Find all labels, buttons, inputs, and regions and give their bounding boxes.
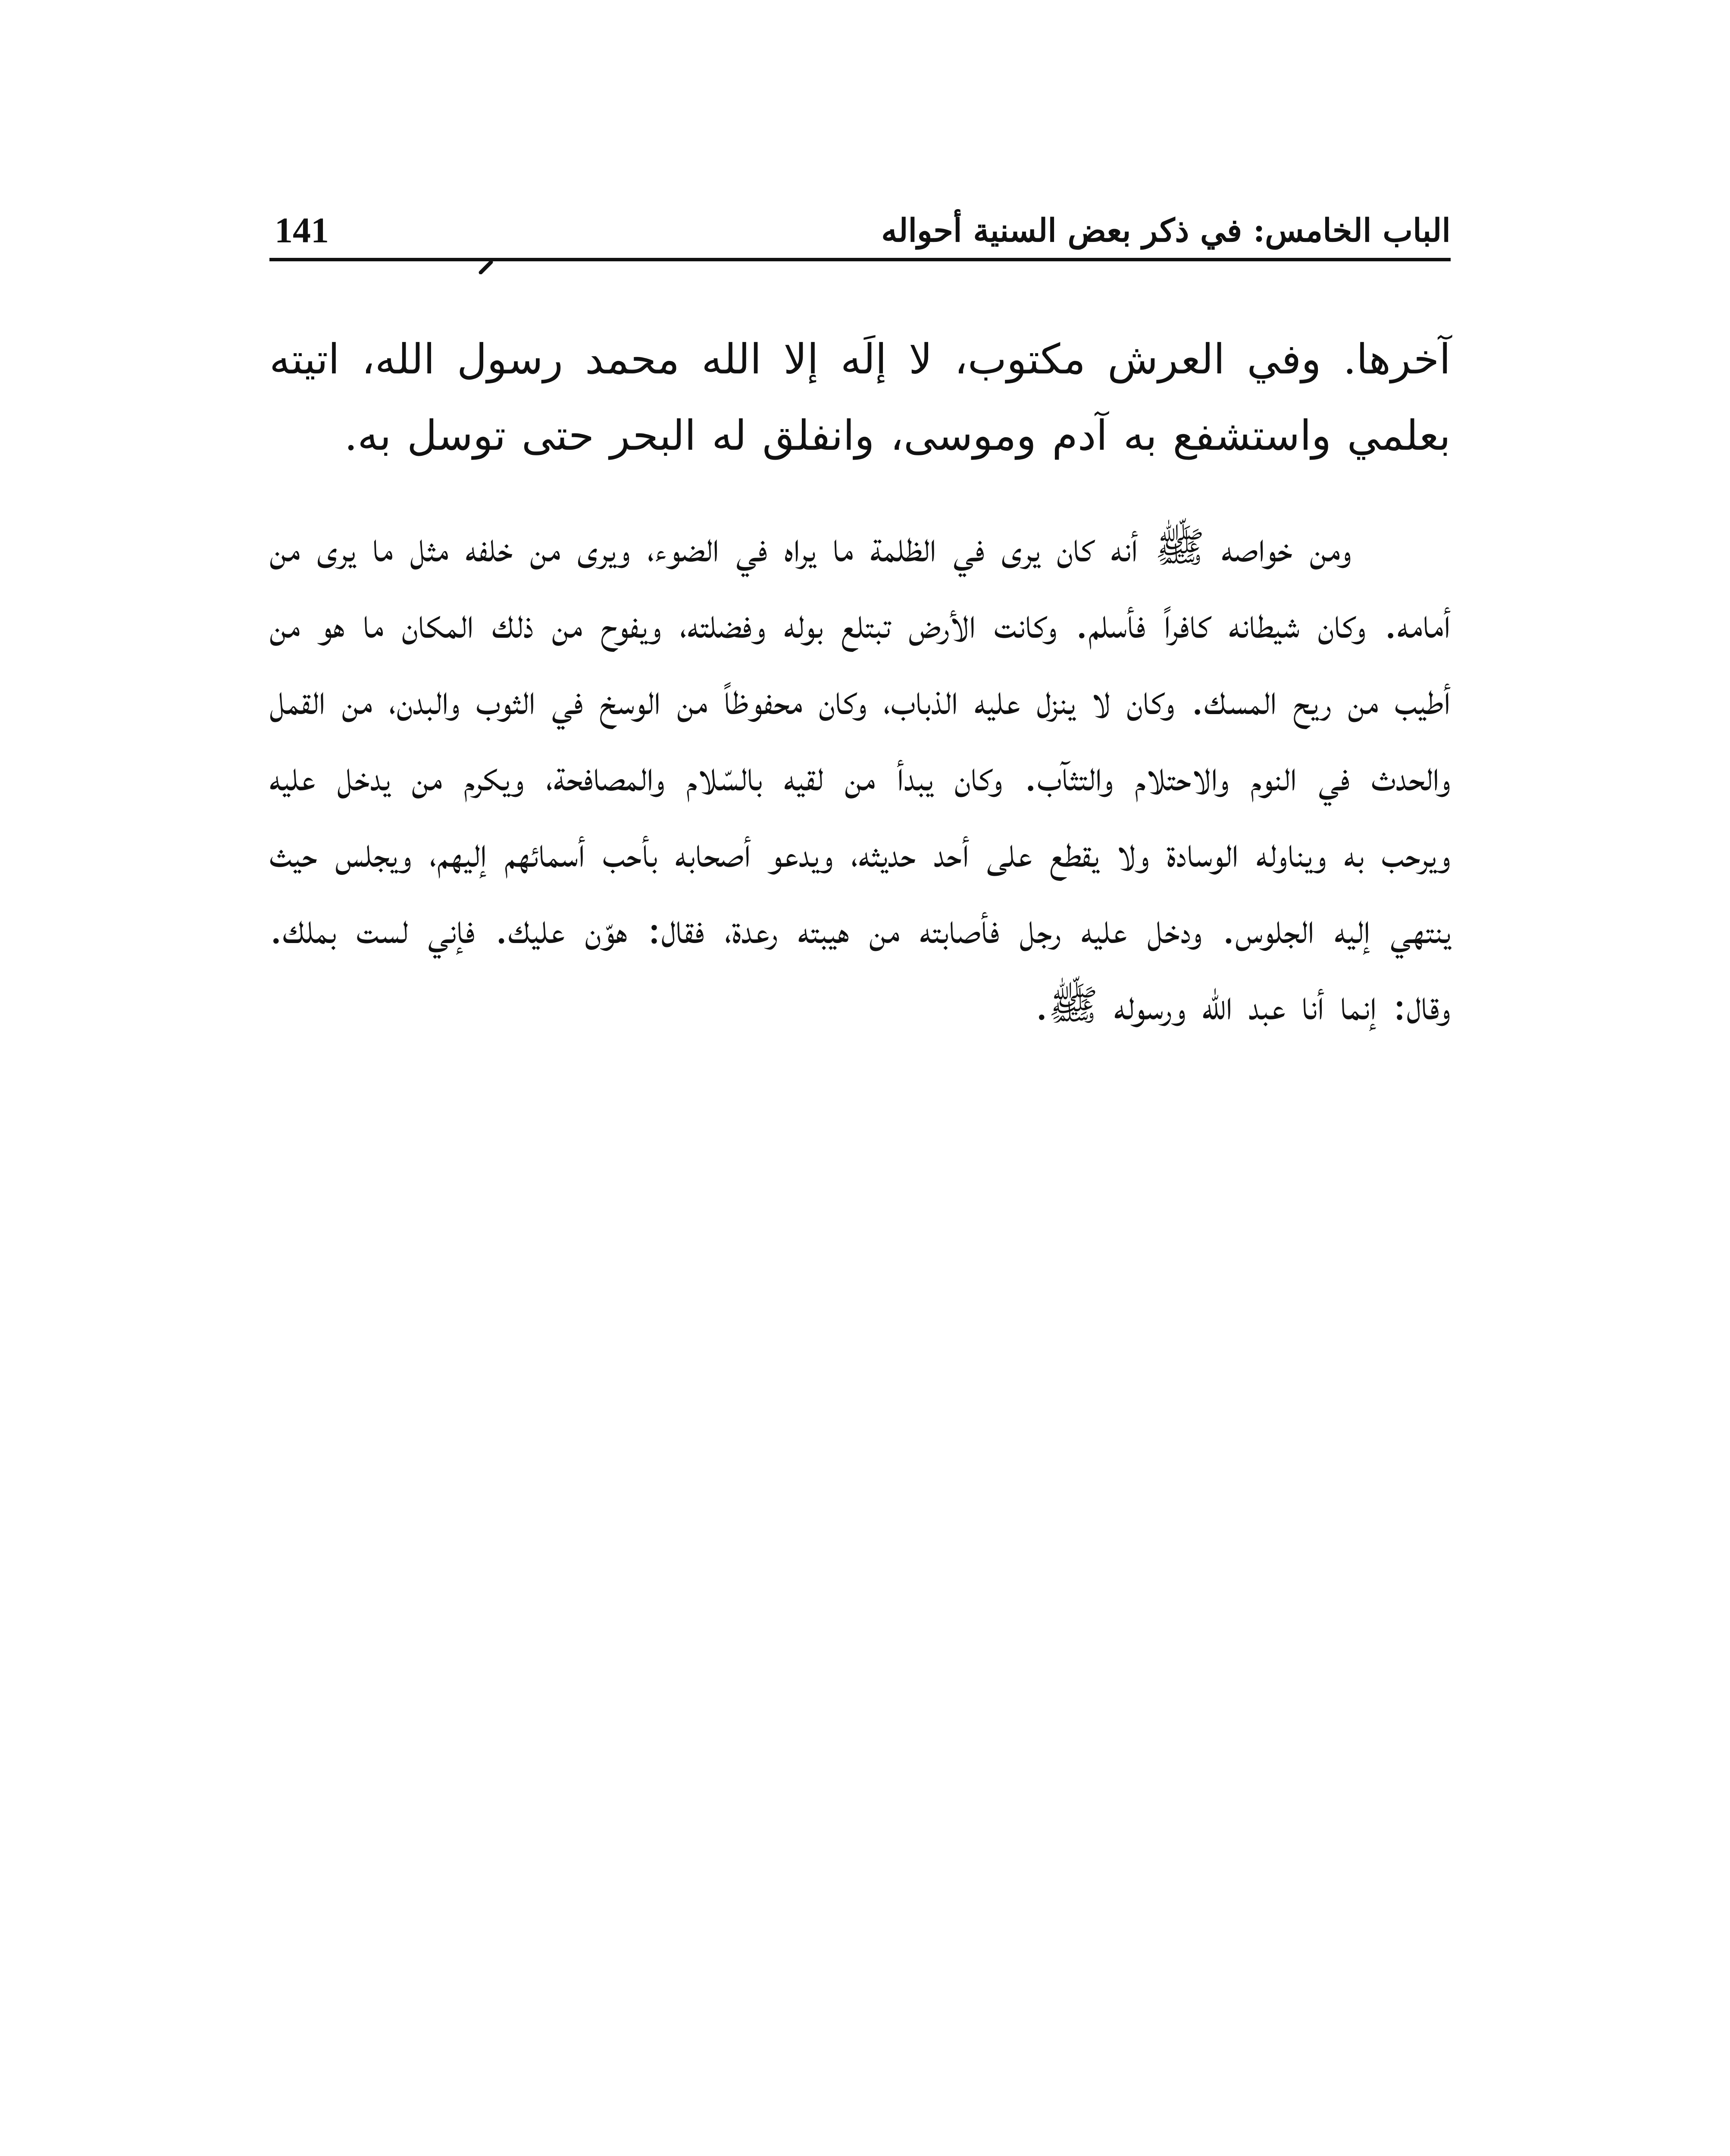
rule-flourish-mark bbox=[476, 261, 494, 274]
paragraph-continued: آخرها. وفي العرش مكتوب، لا إلَه إلا الله محمد رسول الله، اتيته بعلمي واستشفع به آدم وموسى، وانفلق له البحر حتى توسل به. bbox=[269, 335, 1451, 460]
chapter-running-title: الباب الخامس: في ذكر بعض السنية أحواله bbox=[881, 212, 1451, 249]
header-rule bbox=[269, 258, 1451, 261]
page-number: 141 bbox=[275, 210, 329, 251]
paragraph: ومن خواصه ﷺ أنه كان يرى في الظلمة ما يراه في الضوء، ويرى من خلفه مثل ما يرى من أمامه. وكان شيطانه كافراً فأسلم. وكانت الأرض تبتلع بوله وفضلته، ويفوح من ذلك المكان ما هو من أطيب من ريح المسك. وكان لا ينزل عليه الذباب، وكان محفوظاً من الوسخ في الثوب والبدن، من القمل والحدث في النوم والاحتلام والتثآب. وكان يبدأ من لقيه بالسّلام والمصافحة، ويكرم من يدخل عليه ويرحب به ويناوله الوسادة ولا يقطع على أحد حديثه، ويدعو أصحابه بأحب أسمائهم إليهم، ويجلس حيث ينتهي إليه الجلوس. ودخل عليه رجل فأصابته من هيبته رعدة، فقال: هوّن عليك. فإني لست بملك. وقال: إنما أنا عبد الله ورسوله ﷺ. bbox=[269, 523, 1451, 1029]
body-text bbox=[269, 321, 1451, 1044]
running-header bbox=[269, 194, 1451, 259]
